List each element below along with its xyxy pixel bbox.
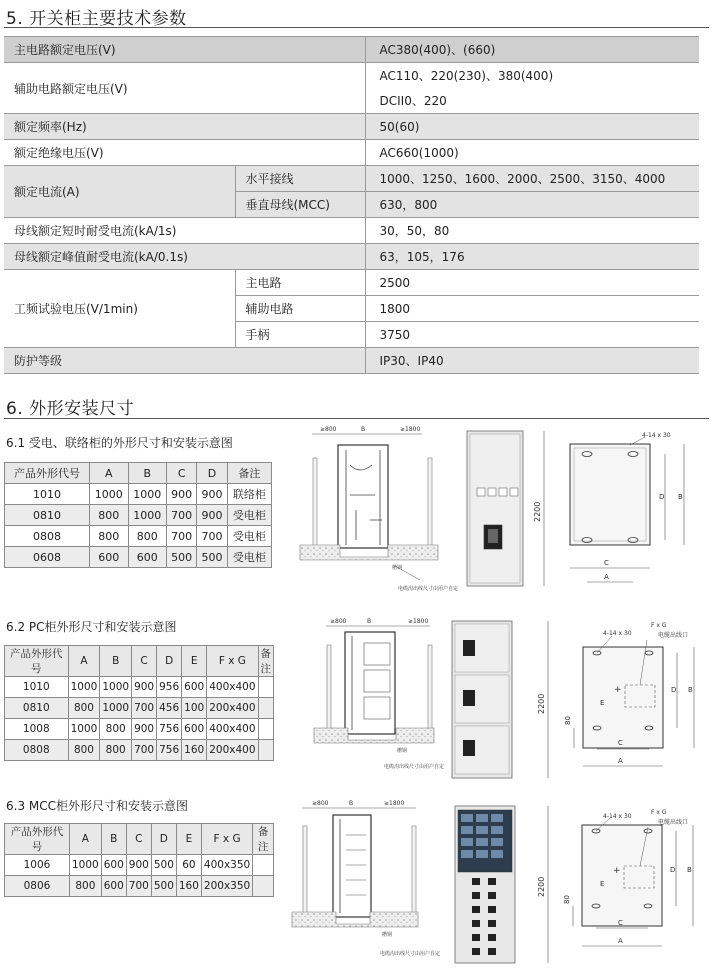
param-value: 63，105，176 <box>365 244 699 270</box>
height-label: 2200 <box>537 876 546 897</box>
param-label: 母线额定峰值耐受电流(kA/0.1s) <box>4 244 365 270</box>
param-sublabel: 辅助电路 <box>235 296 365 322</box>
cell: 400x400 <box>207 677 258 698</box>
header-cell: B <box>101 824 126 855</box>
param-value: DCII0、220 <box>365 88 699 114</box>
header-cell: A <box>90 463 129 484</box>
cell: 1000 <box>68 677 100 698</box>
cell: 1000 <box>100 677 132 698</box>
cell: 956 <box>157 677 182 698</box>
cell: 900 <box>167 484 197 505</box>
dim-label: C <box>604 559 609 567</box>
cell: 700 <box>197 526 227 547</box>
sub2-title: 6.2 PC柜外形尺寸和安装示意图 <box>6 620 177 634</box>
cell: 1000 <box>70 855 102 876</box>
header-cell: C <box>132 646 157 677</box>
cell: 900 <box>197 484 227 505</box>
sub2-side-view <box>314 618 444 770</box>
param-value: IP30、IP40 <box>365 348 699 374</box>
cell: 900 <box>132 677 157 698</box>
header-cell: C <box>126 824 151 855</box>
cell: 1000 <box>128 484 167 505</box>
sub2-front-view <box>452 621 548 778</box>
cell: 160 <box>182 740 207 761</box>
cell: 456 <box>157 698 182 719</box>
section5-title: 5. 开关柜主要技术参数 <box>6 9 187 29</box>
header-cell: D <box>157 646 182 677</box>
header-cell: 备 注 <box>253 824 274 855</box>
cell: 800 <box>100 740 132 761</box>
dim-label: C <box>618 739 623 747</box>
cell: 900 <box>126 855 151 876</box>
header-cell: 备注 <box>227 463 271 484</box>
cell: 受电柜 <box>227 526 271 547</box>
header-cell: 产品外形代号 <box>5 463 90 484</box>
cell: 900 <box>132 719 157 740</box>
foundation-label: 槽钢 <box>382 932 393 938</box>
cell: 700 <box>132 698 157 719</box>
dim-label: A <box>604 573 609 581</box>
cell: 1000 <box>100 698 132 719</box>
cell: 0808 <box>5 526 90 547</box>
cell: 800 <box>128 526 167 547</box>
center-mark: + <box>613 866 621 876</box>
cell: 0608 <box>5 547 90 568</box>
cell: 800 <box>100 719 132 740</box>
param-value: 1800 <box>365 296 699 322</box>
cell: 200x400 <box>207 698 258 719</box>
sub2-plan-view <box>564 622 694 766</box>
cell: 800 <box>68 698 100 719</box>
cell: 756 <box>157 719 182 740</box>
dim-label: ≥800 <box>320 426 337 433</box>
param-sublabel: 手柄 <box>235 322 365 348</box>
param-value: 30，50，80 <box>365 218 699 244</box>
dim-label: B <box>678 493 683 501</box>
cell: 160 <box>176 876 201 897</box>
param-label: 额定电流(A) <box>4 166 235 218</box>
holes-label: 4-14 x 30 <box>642 432 671 439</box>
cell: 60 <box>176 855 201 876</box>
header-cell: B <box>100 646 132 677</box>
param-value: 50(60) <box>365 114 699 140</box>
dim-label: D <box>671 686 677 694</box>
dim-label: 80 <box>563 895 571 904</box>
sub3-plan-view <box>563 809 693 946</box>
height-label: 2200 <box>533 501 542 522</box>
sub3-title: 6.3 MCC柜外形尺寸和安装示意图 <box>6 799 189 813</box>
height-label: 2200 <box>537 693 546 714</box>
param-sublabel: 主电路 <box>235 270 365 296</box>
param-value: 1000、1250、1600、2000、2500、3150、4000 <box>365 166 699 192</box>
cell: 0808 <box>5 740 69 761</box>
cell: 800 <box>90 505 129 526</box>
cell: 700 <box>126 876 151 897</box>
dim-label: B <box>361 426 366 433</box>
cell: 600 <box>182 677 207 698</box>
header-cell: A <box>70 824 102 855</box>
cell: 1000 <box>90 484 129 505</box>
param-label: 工频试验电压(V/1min) <box>4 270 235 348</box>
param-label: 额定绝缘电压(V) <box>4 140 365 166</box>
dim-label: B <box>349 800 354 807</box>
cell: 800 <box>68 740 100 761</box>
cell: 500 <box>197 547 227 568</box>
sub1-title: 6.1 受电、联络柜的外形尺寸和安装示意图 <box>6 436 233 450</box>
header-cell: D <box>197 463 227 484</box>
sub1-front-view <box>467 431 544 586</box>
param-label: 主电路额定电压(V) <box>4 37 365 63</box>
cell: 800 <box>70 876 102 897</box>
cell: 1010 <box>5 484 90 505</box>
header-cell: B <box>128 463 167 484</box>
dim-label: ≥800 <box>330 618 347 625</box>
fxg-label: F x G <box>651 809 667 816</box>
cell: 700 <box>167 526 197 547</box>
cell: 1000 <box>68 719 100 740</box>
sub1-plan-view <box>570 432 684 582</box>
cell: 1006 <box>5 855 70 876</box>
header-cell: 产品外形代号 <box>5 646 69 677</box>
cable-outlet-label: 电缆出线口 <box>658 819 689 826</box>
cell: 600 <box>182 719 207 740</box>
cell: 900 <box>197 505 227 526</box>
dim-label: D <box>659 493 665 501</box>
header-cell: 产品外形代号 <box>5 824 70 855</box>
param-label: 母线额定短时耐受电流(kA/1s) <box>4 218 365 244</box>
dim-label: A <box>618 757 623 765</box>
dim-label: ≥1800 <box>384 800 405 807</box>
header-cell: F x G <box>201 824 252 855</box>
header-cell: 备 注 <box>258 646 274 677</box>
param-value: 2500 <box>365 270 699 296</box>
dim-label: A <box>618 937 623 945</box>
cell: 0806 <box>5 876 70 897</box>
cell: 400x400 <box>207 719 258 740</box>
cell: 1000 <box>128 505 167 526</box>
param-label: 额定频率(Hz) <box>4 114 365 140</box>
dim-label: C <box>618 919 623 927</box>
cell: 756 <box>157 740 182 761</box>
section6-title: 6. 外形安装尺寸 <box>6 399 135 419</box>
dim-label: B <box>688 686 693 694</box>
holes-label: 4-14 x 30 <box>603 630 632 637</box>
header-cell: E <box>182 646 207 677</box>
dim-label: ≥1800 <box>400 426 421 433</box>
cable-note: 电缆沟出线尺寸由用户自定 <box>380 951 441 957</box>
foundation-label: 槽钢 <box>392 565 403 571</box>
param-value: AC660(1000) <box>365 140 699 166</box>
param-value: AC110、220(230)、380(400) <box>379 69 554 83</box>
cell: 500 <box>151 876 176 897</box>
header-cell: F x G <box>207 646 258 677</box>
cable-note: 电缆沟出线尺寸由用户自定 <box>384 764 445 770</box>
foundation-label: 槽钢 <box>397 748 408 754</box>
dim-label: B <box>687 866 692 874</box>
cell: 0810 <box>5 698 69 719</box>
header-cell: D <box>151 824 176 855</box>
cell: 600 <box>101 876 126 897</box>
cell: 1008 <box>5 719 69 740</box>
param-label: 辅助电路额定电压(V) <box>4 63 365 114</box>
param-value: AC380(400)、(660) <box>365 37 699 63</box>
cell: 200x400 <box>207 740 258 761</box>
cell: 0810 <box>5 505 90 526</box>
param-value: 630，800 <box>365 192 699 218</box>
dim-label: B <box>367 618 372 625</box>
cell: 500 <box>167 547 197 568</box>
cell: 600 <box>90 547 129 568</box>
cable-note: 电缆沟出线尺寸由用户自定 <box>398 586 459 592</box>
dim-label: E <box>600 699 605 707</box>
param-value: 3750 <box>365 322 699 348</box>
cell: 800 <box>90 526 129 547</box>
dim-label: E <box>600 880 605 888</box>
header-cell: E <box>176 824 201 855</box>
cell: 600 <box>101 855 126 876</box>
dim-label: ≥800 <box>312 800 329 807</box>
sub3-front-view <box>455 806 548 963</box>
cell: 600 <box>128 547 167 568</box>
cell: 500 <box>151 855 176 876</box>
fxg-label: F x G <box>651 622 667 629</box>
dim-label: 80 <box>564 716 572 725</box>
cable-outlet-label: 电缆出线口 <box>658 632 689 639</box>
cell: 700 <box>167 505 197 526</box>
dim-label: D <box>670 866 676 874</box>
sub3-side-view <box>292 800 440 957</box>
cell: 联络柜 <box>227 484 271 505</box>
cell: 受电柜 <box>227 547 271 568</box>
cell: 100 <box>182 698 207 719</box>
cell: 1010 <box>5 677 69 698</box>
cell: 700 <box>132 740 157 761</box>
cell: 200x350 <box>201 876 252 897</box>
param-sublabel: 垂直母线(MCC) <box>235 192 365 218</box>
header-cell: A <box>68 646 100 677</box>
cell: 受电柜 <box>227 505 271 526</box>
center-mark: + <box>614 685 622 695</box>
dim-label: ≥1800 <box>408 618 429 625</box>
sub1-side-view <box>300 426 458 592</box>
header-cell: C <box>167 463 197 484</box>
cell: 400x350 <box>201 855 252 876</box>
holes-label: 4-14 x 30 <box>603 813 632 820</box>
param-label: 防护等级 <box>4 348 365 374</box>
param-sublabel: 水平接线 <box>235 166 365 192</box>
